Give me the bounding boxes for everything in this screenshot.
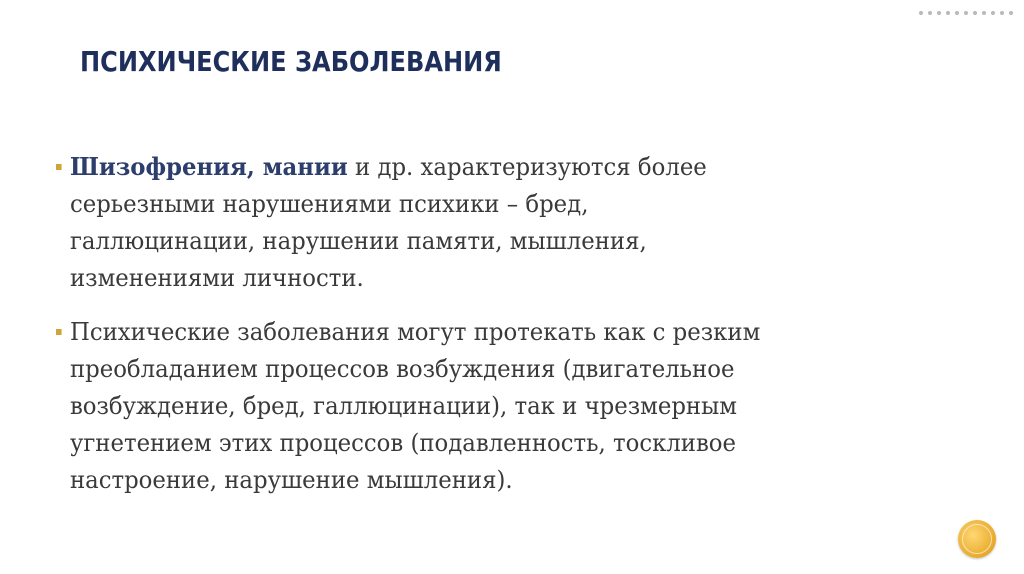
square-bullet-icon xyxy=(56,164,62,170)
bullet-line: галлюцинации, нарушении памяти, мышления, xyxy=(69,226,647,255)
corner-decoration-icon xyxy=(918,10,1014,16)
bullet-text xyxy=(70,148,888,296)
gold-circle-icon xyxy=(958,520,996,558)
bullet-line: преобладанием процессов возбуждения (двигательное xyxy=(69,354,735,383)
slide-title: ПСИХИЧЕСКИЕ ЗАБОЛЕВАНИЯ xyxy=(80,45,502,78)
bullet-line: серьезными нарушениями психики – бред, xyxy=(69,189,589,218)
square-bullet-icon xyxy=(56,329,62,335)
bullet-line-text: и др. характеризуются более xyxy=(347,152,707,181)
bullet-line: Психические заболевания могут протекать как с резким xyxy=(69,317,761,346)
bullet-line: угнетением этих процессов (подавленность, тоскливое xyxy=(69,428,737,457)
bullet-line: возбуждение, бред, галлюцинации), так и чрезмерным xyxy=(69,391,737,420)
bullet-emphasis: Шизофрения, мании xyxy=(69,152,348,181)
bullet-line xyxy=(70,148,888,185)
bullet-line: изменениями личности. xyxy=(69,263,364,292)
bullet-line: настроение, нарушение мышления). xyxy=(69,465,513,494)
gold-circle-ring xyxy=(962,524,992,554)
bullet-text xyxy=(70,313,888,498)
